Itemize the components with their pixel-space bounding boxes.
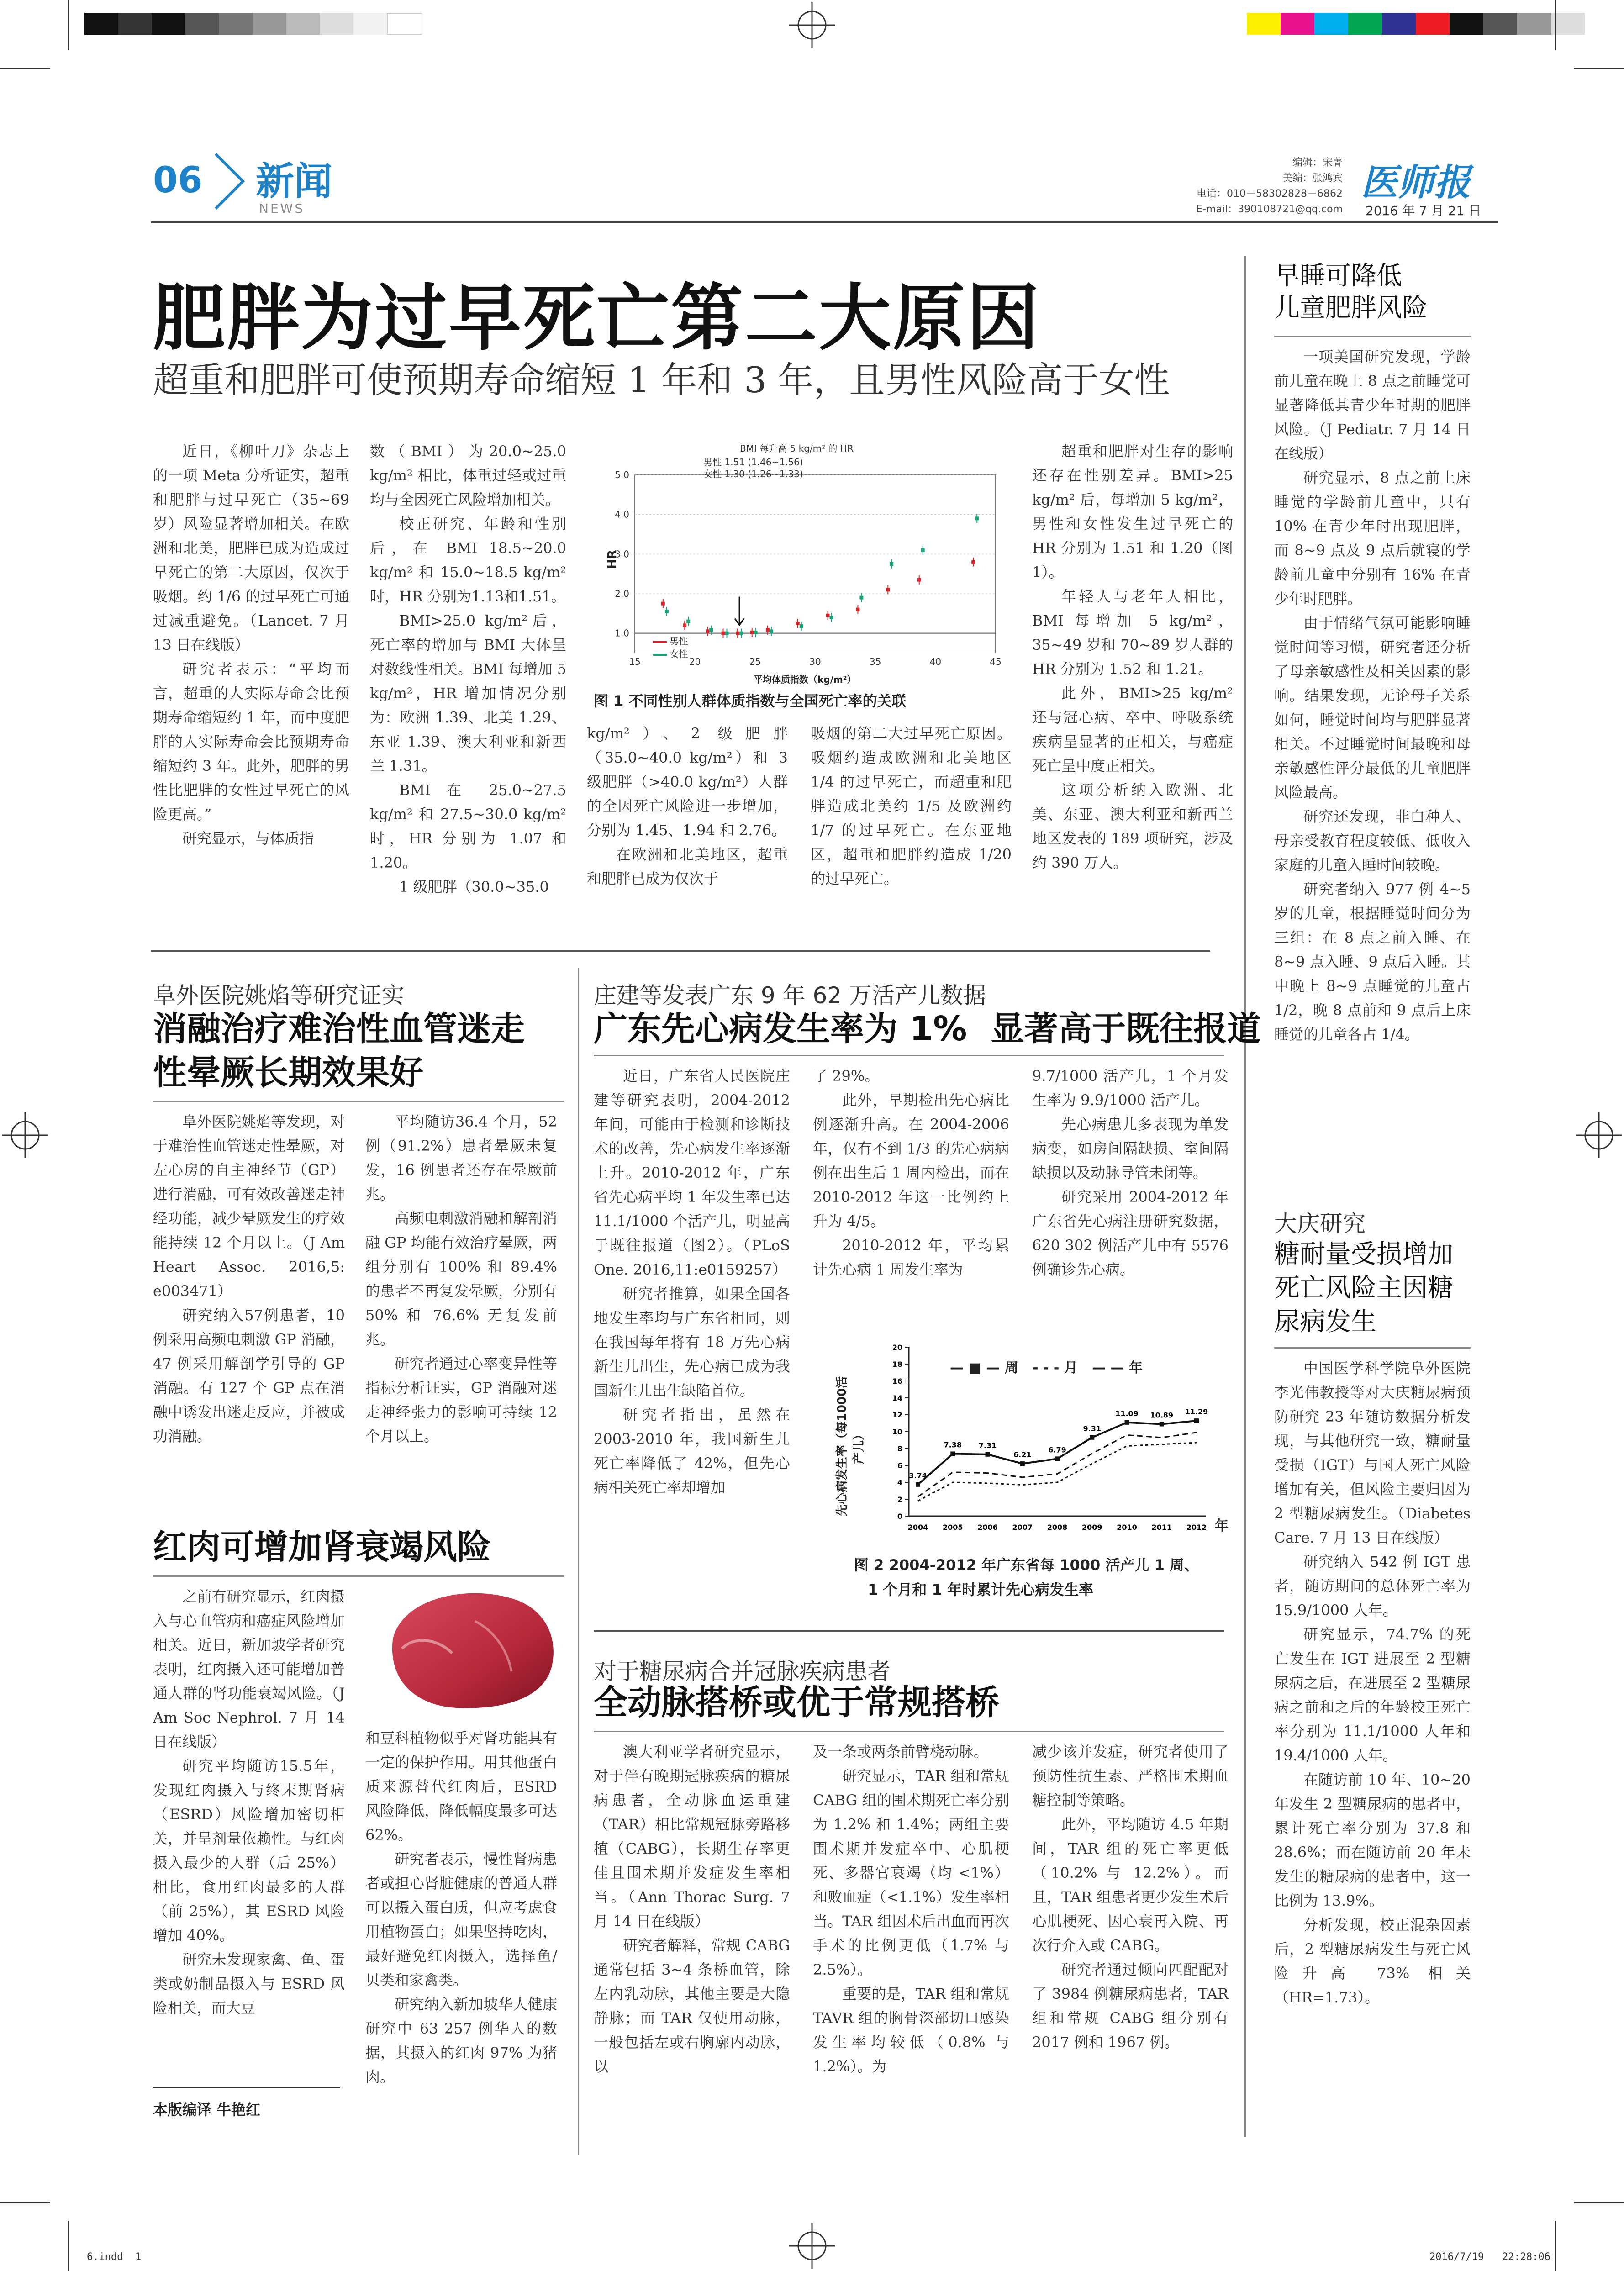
art4-column-2 — [365, 1726, 557, 2089]
fig2-ylabel: 先心病发生率（每1000活产儿） — [835, 1376, 866, 1517]
fig2-legend-week: 周 — [1004, 1360, 1018, 1376]
art3-column-3 — [1032, 1064, 1229, 1282]
y-tick-label: 18 — [892, 1360, 902, 1369]
editor-name: 编辑：宋菁 — [1292, 157, 1343, 169]
plot-frame — [635, 475, 996, 653]
art4-paragraph: 研究者表示，慢性肾病患者或担心肾脏健康的普通人群可以摄入蛋白质，但应考虑食用植物蛋白；如果坚持吃肉，最好避免红肉摄入，选择鱼/贝类和家禽类。 — [365, 1850, 557, 1989]
lead-title: 肥胖为过早死亡第二大原因 — [153, 276, 1041, 360]
phone-text: 电话：010－58302828－6862 — [1197, 188, 1343, 200]
y-tick-label: 0 — [897, 1512, 902, 1521]
art3-paragraph: 研究采用 2004-2012 年广东省先心病注册研究数据，620 302 例活产儿中有 5576 例确诊先心病。 — [1032, 1188, 1229, 1278]
x-tick-label: 25 — [749, 656, 761, 667]
y-tick-label: 5.0 — [615, 469, 629, 480]
y-tick-label: 4 — [897, 1478, 902, 1487]
sidebar2-paragraph: 研究纳入 542 例 IGT 患者，随访期间的总体死亡率为 15.9/1000 人年。 — [1274, 1553, 1471, 1619]
data-point — [830, 616, 833, 619]
sidebar2-paragraph: 在随访前 10 年、10~20 年发生 2 型糖尿病的患者中，累计死亡率分别为 37.8 和 28.6%；而在随访前 20 年未发生的糖尿病的患者中，这一比例为 13.9%。 — [1274, 1771, 1471, 1909]
data-point — [826, 614, 830, 617]
data-point — [917, 578, 921, 582]
sidebar1-headline — [1274, 260, 1428, 324]
sidebar2-title-line3: 尿病发生 — [1274, 1307, 1376, 1337]
art5-column-1 — [594, 1740, 790, 2079]
art3-column-2 — [813, 1064, 1009, 1282]
data-label: 11.09 — [1115, 1409, 1139, 1418]
art5-column-2 — [813, 1740, 1009, 2079]
art3-rule — [594, 1055, 1224, 1056]
art4-title: 红肉可增加肾衰竭风险 — [153, 1528, 491, 1567]
data-point — [739, 632, 743, 635]
data-label: 3.74 — [909, 1471, 927, 1480]
art2-title-line1: 消融治疗难治性血管迷走 — [153, 1009, 525, 1049]
sidebar1-rule — [1274, 336, 1471, 337]
x-tick-label: 2004 — [907, 1523, 928, 1532]
lead-paragraph: 研究显示，与体质指 — [182, 830, 314, 847]
data-point — [800, 624, 803, 628]
editor-info — [1187, 155, 1343, 217]
sidebar1-paragraph: 研究者纳入 977 例 4~5 岁的儿童，根据睡觉时间分为三组：在 8 点之前入睡、在 8~9 点入睡、9 点后入睡。其中晚上 8~9 点睡觉的儿童占 1/2，晚 8 点前和 9 点后上床睡觉的儿童各占 1/4。 — [1274, 880, 1471, 1043]
art5-paragraph: 澳大利亚学者研究显示，对于伴有晚期冠脉疾病的糖尿病患者，全动脉血运重建（TAR）相比常规冠脉旁路移植（CABG），长期生存率更佳且围术期并发症发生率相当。（Ann Thorac Surg. 7 月 14 日在线版） — [594, 1743, 790, 1930]
x-tick-label: 2012 — [1186, 1523, 1207, 1532]
lead-column-5 — [1032, 439, 1233, 875]
fig1-legend-female: 女性 — [670, 648, 688, 659]
lead-paragraph: 吸烟的第二大过早死亡原因。吸烟约造成欧洲和北美地区 1/4 的过早死亡，而超重和肥胖造成北美约 1/5 及欧洲约 1/7 的过早死亡。在东亚地区，超重和肥胖约造成 1/20 的过早死亡。 — [811, 725, 1012, 887]
art4-paragraph: 研究纳入新加坡华人健康研究中 63 257 例华人的数据，其摄入的红肉 97% 为猪肉。 — [365, 1996, 557, 2086]
art2-paragraph: 阜外医院姚焰等发现，对于难治性血管迷走性晕厥，对左心房的自主神经节（GP）进行消融，可有效改善迷走神经功能，减少晕厥发生的疗效能持续 12 个月以上。（J Am Heart Assoc. 2016,5: e003471） — [153, 1113, 345, 1300]
data-point — [686, 620, 690, 623]
art2-column-2 — [365, 1110, 557, 1449]
lead-subtitle: 超重和肥胖可使预期寿命缩短 1 年和 3 年，且男性风险高于女性 — [153, 360, 1170, 401]
data-point — [722, 632, 725, 635]
fig2-caption-line1: 图 2 2004-2012 年广东省每 1000 活产儿 1 周、 — [854, 1556, 1199, 1574]
fig2-caption-line2: 1 个月和 1 年时累计先心病发生率 — [868, 1581, 1093, 1598]
lead-paragraph: 此外，BMI>25 kg/m² 还与冠心病、卒中、呼吸系统疾病呈显著的正相关，与癌症死亡呈中度正相关。 — [1032, 685, 1233, 775]
sidebar2-rule — [1274, 1347, 1471, 1349]
y-tick-label: 1.0 — [615, 627, 629, 639]
data-point — [1160, 1422, 1164, 1427]
lead-paragraph: 超重和肥胖对生存的影响还存在性别差异。BMI>25 kg/m² 后，每增加 5 kg/m²，男性和女性发生过早死亡的 HR 分别为 1.51 和 1.20（图 1）。 — [1032, 443, 1233, 581]
data-point — [796, 622, 800, 625]
data-point — [1090, 1435, 1094, 1440]
art3-paragraph: 研究者推算，如果全国各地发生率均与广东省相同，则在我国每年将有 18 万先心病新生儿出生，先心病已成为我国新生儿出生缺陷首位。 — [594, 1285, 790, 1399]
data-point — [754, 631, 758, 634]
lead-paragraph: BMI>25.0 kg/m²后，死亡率的增加与 BMI 大体呈对数线性相关。BMI 每增加 5 kg/m²，HR 增加情况分别为：欧洲 1.39、北美 1.29、东亚 1.39、澳大利亚和新西兰 1.31。 — [370, 612, 566, 775]
lead-paragraph: 这项分析纳入欧洲、北美、东亚、澳大利亚和新西兰地区发表的 189 项研究，涉及约 390 万人。 — [1032, 781, 1233, 871]
art2-column-1 — [153, 1110, 345, 1449]
sidebar1-title-line2: 儿童肥胖风险 — [1274, 293, 1428, 323]
lead-column-2 — [370, 439, 566, 899]
art4-paragraph: 研究未发现家禽、鱼、蛋类或奶制品摄入与 ESRD 风险相关，而大豆 — [153, 1951, 345, 2017]
lead-column-4 — [811, 722, 1012, 891]
art2-headline — [153, 1007, 525, 1095]
fig1-female-hr: 女性 1.30 (1.26~1.33) — [703, 469, 803, 479]
data-point — [1055, 1456, 1060, 1461]
sidebar2-title-line1: 糖耐量受损增加 — [1274, 1239, 1453, 1269]
fig1-legend-male: 男性 — [670, 636, 688, 647]
art3-paragraph: 近日，广东省人民医院庄建等研究表明，2004-2012 年间，可能由于检测和诊断技术的改善，先心病发生率逐渐上升。2010-2012 年，广东省先心病平均 1 年发生率已达 11.1/1000 个活产儿，明显高于既往报道（图2）。（PLoS One. 2016,11:e0159257） — [594, 1067, 790, 1278]
figure-2 — [836, 1338, 1229, 1548]
fig1-male-hr: 男性 1.51 (1.46~1.56) — [703, 457, 803, 468]
art3-title: 广东先心病发生率为 1% 显著高于既往报道 — [594, 1009, 1261, 1049]
fig1-ylabel: HR — [605, 550, 619, 569]
data-point — [661, 602, 665, 606]
data-label: 6.79 — [1048, 1445, 1066, 1454]
fig2-legend: — ■ — 周 - - - 月 — — 年 — [950, 1360, 1143, 1376]
x-tick-label: 15 — [629, 656, 641, 667]
lead-paragraph: 近日，《柳叶刀》杂志上的一项 Meta 分析证实，超重和肥胖与过早死亡（35~69 岁）风险显著增加相关。在欧洲和北美，肥胖已成为造成过早死亡的第二大原因，仅次于吸烟。约 1/6 的过早死亡可通过减重避免。（Lancet. 7 月 13 日在线版） — [153, 443, 349, 653]
x-tick-label: 35 — [869, 656, 881, 667]
art3-paragraph: 先心病患儿多表现为单发病变，如房间隔缺损、室间隔缺损以及动脉导管未闭等。 — [1032, 1116, 1229, 1181]
data-point — [886, 588, 890, 591]
data-label: 6.21 — [1013, 1450, 1032, 1460]
lead-paragraph: 在欧洲和北美地区，超重和肥胖已成为仅次于 — [587, 846, 788, 887]
sidebar2-title-line2: 死亡风险主因糖 — [1274, 1273, 1453, 1303]
data-point — [986, 1452, 990, 1457]
data-point — [971, 560, 975, 564]
sidebar1-paragraph: 由于情绪气氛可能影响睡觉时间等习惯，研究者还分析了母亲敏感性及相关因素的影响。结果发现，无论母子关系如何，睡觉时间均与肥胖显著相关。不过睡觉时间最晚和母亲敏感性评分最低的儿童肥胖风险最高。 — [1274, 614, 1471, 801]
data-point — [921, 548, 925, 552]
y-tick-label: 2 — [897, 1495, 902, 1504]
column-divider — [578, 968, 579, 2155]
data-label: 11.29 — [1185, 1407, 1208, 1417]
art5-kicker: 对于糖尿病合并冠脉疾病患者 — [594, 1658, 891, 1685]
fig2-legend-month: 月 — [1064, 1360, 1078, 1376]
y-tick-label: 16 — [892, 1377, 902, 1386]
art5-paragraph: 减少该并发症，研究者使用了预防性抗生素、严格围术期血糖控制等策略。 — [1032, 1743, 1229, 1809]
art3-paragraph: 了 29%。 — [813, 1067, 880, 1085]
sidebar1-paragraph: 研究还发现，非白种人、母亲受教育程度较低、低收入家庭的儿童入睡时间较晚。 — [1274, 808, 1471, 874]
x-tick-label: 2005 — [942, 1523, 963, 1532]
data-point — [665, 610, 669, 613]
sidebar2-body — [1274, 1356, 1471, 2010]
lead-paragraph: 数（BMI）为20.0~25.0 kg/m² 相比，体重过轻或过重均与全因死亡风险增加相关。 — [370, 443, 566, 508]
art5-paragraph: 研究显示，TAR 组和常规 CABG 组的围术期死亡率分别为 1.2% 和 1.4%；两组主要围术期并发症卒中、心肌梗死、多器官衰竭（均 <1%）和败血症（<1.1%）发生率相当。TAR 组因术后出血而再次手术的比例更低（1.7% 与 2.5%）。 — [813, 1767, 1009, 1978]
sidebar2-paragraph: 研究显示，74.7% 的死亡发生在 IGT 进展至 2 型糖尿病之后，在进展至 2 型糖尿病之前和之后的年龄校正死亡率分别为 11.1/1000 人年和 19.4/1000 人年。 — [1274, 1626, 1471, 1764]
lead-paragraph: kg/m²）、2 级肥胖（35.0~40.0 kg/m²）和 3 级肥胖（>40.0 kg/m²）人群的全因死亡风险进一步增加，分别为 1.45、1.94 和 2.76。 — [587, 725, 788, 839]
data-label: 9.31 — [1083, 1424, 1101, 1433]
issue-date: 2016 年 7 月 21 日 — [1366, 203, 1482, 218]
chevron-right-icon — [211, 152, 248, 211]
art4-rule — [153, 1575, 564, 1577]
y-tick-label: 10 — [892, 1428, 902, 1436]
art4-paragraph: 研究平均随访15.5年，发现红肉摄入与终末期肾病（ESRD）风险增加密切相关，并呈剂量依赖性。与红肉摄入最少的人群（后 25%）相比，食用红肉最多的人群（前 25%），其 ESRD 风险增加 40%。 — [153, 1757, 345, 1944]
data-point — [890, 562, 893, 566]
x-tick-label: 2006 — [977, 1523, 998, 1532]
x-tick-label: 2008 — [1047, 1523, 1068, 1532]
art4-paragraph: 和豆科植物似乎对肾功能具有一定的保护作用。用其他蛋白质来源替代红肉后，ESRD 风险降低，降低幅度最多可达 62%。 — [365, 1729, 557, 1844]
section-title-en: NEWS — [259, 201, 305, 216]
data-point — [1194, 1418, 1199, 1423]
fig1-legend — [653, 635, 688, 660]
art5-paragraph: 重要的是，TAR 组和常规 TAVR 组的胸骨深部切口感染发生率均较低（0.8% 与 1.2%）。为 — [813, 1985, 1009, 2075]
art5-paragraph: 此外，平均随访 4.5 年期间，TAR 组的死亡率更低（10.2% 与 12.2%）。而且，TAR 组患者更少发生术后心肌梗死、因心衰再入院、再次行介入或 CABG。 — [1032, 1816, 1229, 1954]
section-title: 新闻 — [256, 159, 333, 204]
lead-paragraph: 研究者表示：“平均而言，超重的人实际寿命会比预期寿命缩短约 1 年，而中度肥胖的人实际寿命会比预期寿命缩短约 3 年。此外，肥胖的男性比肥胖的女性过早死亡的风险更高。” — [153, 660, 349, 823]
fig1-caption: 图 1 不同性别人群体质指数与全国死亡率的关联 — [594, 692, 907, 710]
art2-paragraph: 高频电刺激消融和解剖消融 GP 均能有效治疗晕厥，两组分别有 100% 和 89.4% 的患者不再复发晕厥，分别有 50% 和 76.6% 无复发前兆。 — [365, 1210, 557, 1348]
data-point — [683, 623, 686, 627]
data-label: 10.89 — [1150, 1411, 1174, 1420]
data-point — [736, 632, 739, 635]
lead-paragraph: BMI 在 25.0~27.5 kg/m² 和 27.5~30.0 kg/m² 时，HR 分别为 1.07 和 1.20。 — [370, 781, 566, 871]
art5-top-rule — [594, 1630, 1224, 1632]
lead-column-3 — [587, 722, 788, 891]
red-meat-image — [374, 1580, 566, 1717]
lead-paragraph: 年轻人与老年人相比，BMI 每增加 5 kg/m²，35~49 岁和 70~89 岁人群的 HR 分别为 1.52 和 1.21。 — [1032, 588, 1233, 678]
sidebar1-paragraph: 研究显示，8 点之前上床睡觉的学龄前儿童中，只有 10% 在青少年时出现肥胖，而 8~9 点及 9 点后就寝的学龄前儿童中分别有 16% 在青少年时肥胖。 — [1274, 469, 1471, 607]
data-label: 7.31 — [978, 1441, 997, 1450]
section-divider — [151, 950, 1210, 952]
x-tick-label: 2010 — [1117, 1523, 1137, 1532]
art5-paragraph: 研究者解释，常规 CABG 通常包括 3~4 条桥血管，除左内乳动脉，其他主要是大隐静脉；而 TAR 仅使用动脉，一般包括左或右胸廓内动脉，以 — [594, 1937, 790, 2075]
data-point — [766, 628, 770, 632]
reference-arrow — [735, 597, 744, 625]
sidebar2-headline — [1274, 1238, 1453, 1339]
art3-paragraph: 研究者指出，虽然在 2003-2010 年，我国新生儿死亡率降低了 42%，但先心病相关死亡率却增加 — [594, 1406, 790, 1496]
page-editor-credit: 本版编译 牛艳红 — [153, 2101, 261, 2118]
fig2-x-unit: 年 — [1215, 1518, 1229, 1534]
email-text: E-mail：390108721@qq.com — [1196, 204, 1343, 215]
art3-paragraph: 此外，早期检出先心病比例逐渐升高。在 2004-2006 年，仅有不到 1/3 的先心病病例在出生后 1 周内检出，而在 2010-2012 年这一比例约上升为 4/5。 — [813, 1091, 1009, 1230]
y-tick-label: 4.0 — [615, 509, 629, 520]
file-slug: 6.indd 1 — [87, 2251, 142, 2263]
art4-column-1 — [153, 1585, 345, 2020]
sidebar2-kicker: 大庆研究 — [1274, 1211, 1366, 1237]
sidebar2-paragraph: 中国医学科学院阜外医院李光伟教授等对大庆糖尿病预防研究 23 年随访数据分析发现，与其他研究一致，糖耐量受损（IGT）与国人死亡风险增加有关，但风险主要归因为 2 型糖尿病发生。（Diabetes Care. 7 月 13 日在线版） — [1274, 1359, 1471, 1546]
designer-name: 美编：张鸿宾 — [1282, 173, 1343, 184]
data-point — [916, 1482, 920, 1487]
y-tick-label: 8 — [897, 1444, 902, 1453]
x-tick-label: 2007 — [1012, 1523, 1033, 1532]
data-label: 7.38 — [944, 1440, 962, 1449]
figure-1 — [585, 438, 1018, 694]
sidebar1-body — [1274, 345, 1471, 1047]
art5-title: 全动脉搭桥或优于常规搭桥 — [594, 1683, 999, 1722]
data-point — [856, 608, 859, 611]
data-point — [1020, 1461, 1025, 1466]
data-point — [706, 629, 709, 633]
sidebar1-title-line1: 早睡可降低 — [1274, 261, 1402, 291]
data-point — [709, 628, 713, 632]
data-point — [975, 516, 979, 520]
header-rule — [151, 221, 1498, 223]
sidebar2-paragraph: 分析发现，校正混杂因素后，2 型糖尿病发生与死亡风险升高 73% 相关（HR=1.73）。 — [1274, 1916, 1471, 2006]
brand-logo: 医师报 — [1361, 161, 1471, 204]
art5-rule — [594, 1731, 1224, 1732]
art2-paragraph: 研究者通过心率变异性等指标分析证实，GP 消融对迷走神经张力的影响可持续 12 个月以上。 — [365, 1355, 557, 1445]
fig2-caption — [854, 1553, 1238, 1602]
page-number: 06 — [153, 160, 203, 201]
y-tick-label: 14 — [892, 1394, 902, 1402]
art3-kicker: 庄建等发表广东 9 年 62 万活产儿数据 — [594, 982, 986, 1009]
x-tick-label: 20 — [689, 656, 701, 667]
y-tick-label: 2.0 — [615, 588, 629, 599]
lead-paragraph: 校正研究、年龄和性别后，在 BMI 18.5~20.0 kg/m² 和 15.0~18.5 kg/m² 时，HR 分别为1.13和1.51。 — [370, 515, 566, 605]
x-tick-label: 45 — [990, 656, 1002, 667]
y-tick-label: 12 — [892, 1411, 902, 1419]
sidebar-divider — [1244, 256, 1246, 2137]
x-tick-label: 40 — [929, 656, 942, 667]
art2-title-line2: 性晕厥长期效果好 — [153, 1053, 423, 1092]
x-tick-label: 2009 — [1081, 1523, 1102, 1532]
data-point — [950, 1451, 955, 1456]
fig1-xlabel: 平均体质指数（kg/m²） — [754, 674, 856, 685]
data-point — [1125, 1420, 1129, 1425]
y-tick-label: 6 — [897, 1461, 902, 1470]
data-point — [725, 632, 729, 635]
print-timestamp: 2016/7/19 22:28:06 — [1429, 2251, 1550, 2263]
lead-column-1 — [153, 439, 349, 851]
footer-rule — [153, 2087, 340, 2088]
art3-column-1 — [594, 1064, 790, 1500]
art3-paragraph: 9.7/1000 活产儿，1 个月发生率为 9.9/1000 活产儿。 — [1032, 1067, 1229, 1109]
sidebar1-paragraph: 一项美国研究发现，学龄前儿童在晚上 8 点之前睡觉可显著降低其青少年时期的肥胖风险。（J Pediatr. 7 月 14 日在线版） — [1274, 348, 1471, 462]
art3-paragraph: 2010-2012 年，平均累计先心病 1 周发生率为 — [813, 1237, 1009, 1278]
lead-paragraph: 1 级肥胖（30.0~35.0 — [399, 878, 549, 896]
art4-paragraph: 之前有研究显示，红肉摄入与心血管病和癌症风险增加相关。近日，新加坡学者研究表明，红肉摄入还可能增加普通人群的肾功能衰竭风险。（J Am Soc Nephrol. 7 月 14 日在线版） — [153, 1588, 345, 1750]
fig1-legend-title: BMI 每升高 5 kg/m² 的 HR — [740, 443, 854, 454]
x-tick-label: 2011 — [1151, 1523, 1172, 1532]
art2-paragraph: 研究纳入57例患者，10 例采用高频电刺激 GP 消融，47 例采用解剖学引导的 GP 消融。有 127 个 GP 点在消融中诱发出迷走反应，并被成功消融。 — [153, 1307, 345, 1445]
data-point — [770, 629, 773, 633]
x-tick-label: 30 — [809, 656, 821, 667]
art2-kicker: 阜外医院姚焰等研究证实 — [153, 982, 404, 1009]
fig2-legend-year: 年 — [1128, 1360, 1143, 1376]
data-point — [750, 631, 754, 634]
art5-paragraph: 研究者通过倾向匹配配对了 3984 例糖尿病患者，TAR 组和常规 CABG 组分别有 2017 例和 1967 例。 — [1032, 1961, 1229, 2051]
data-point — [859, 596, 863, 600]
y-tick-label: 3.0 — [615, 548, 629, 560]
y-tick-label: 20 — [892, 1343, 902, 1352]
art5-column-3 — [1032, 1740, 1229, 2055]
art5-paragraph: 及一条或两条前臂桡动脉。 — [813, 1743, 989, 1760]
art2-rule — [153, 1101, 564, 1102]
art2-paragraph: 平均随访36.4 个月，52 例（91.2%）患者晕厥未复发，16 例患者还存在晕厥前兆。 — [365, 1113, 557, 1203]
